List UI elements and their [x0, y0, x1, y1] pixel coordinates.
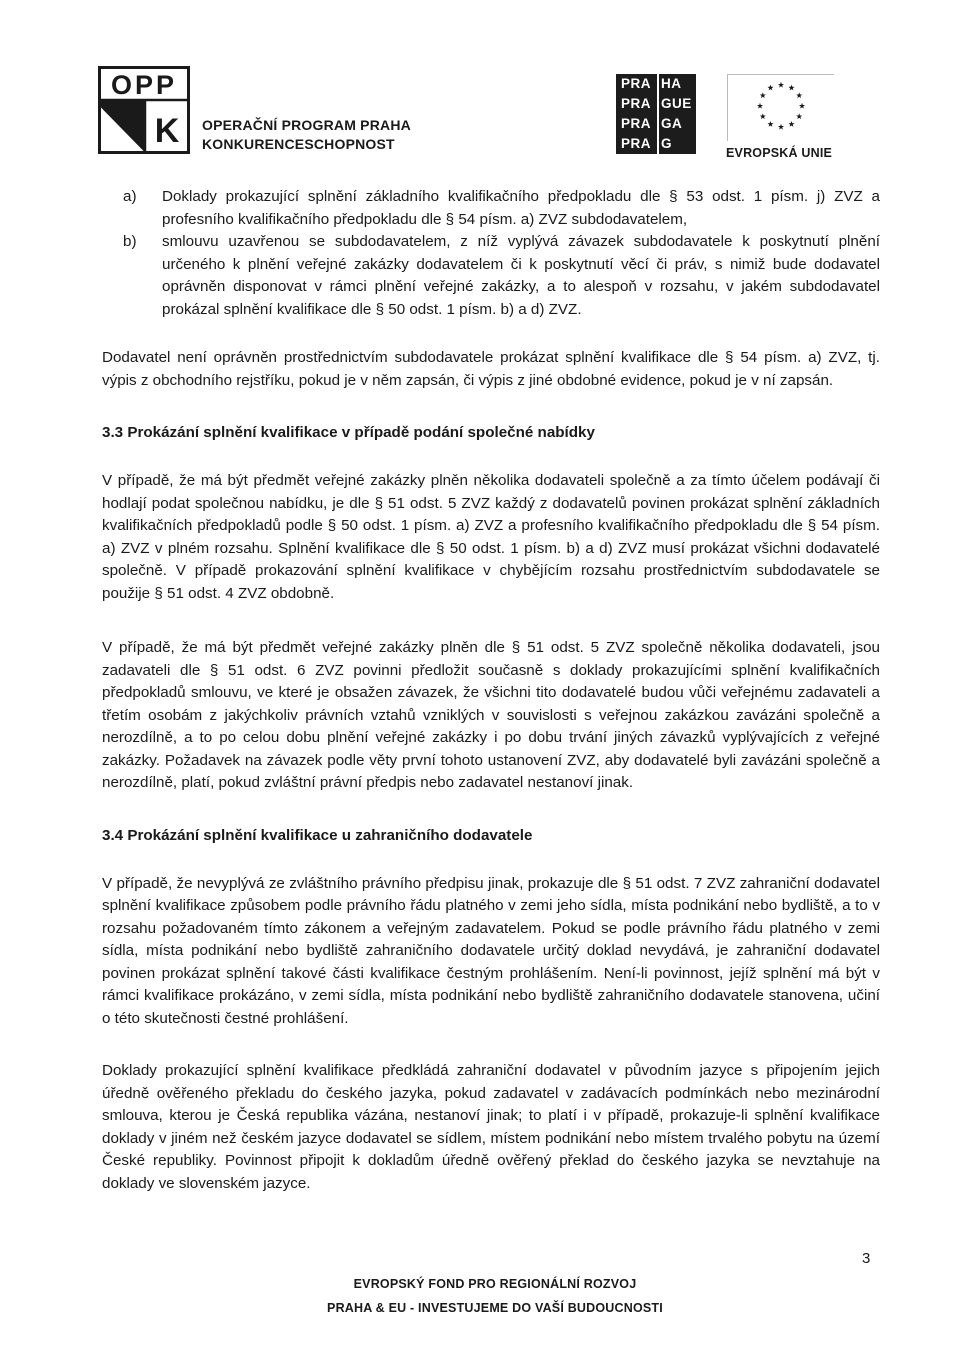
footer	[300, 1272, 690, 1320]
list-item	[102, 231, 880, 321]
praha-logo-cell: G	[661, 136, 673, 151]
list-item-text: smlouvu uzavřenou se subdodavatelem, z níž vyplývá závazek subdodavatele k poskytnutí plnění určeného k plnění veřejné zakázky dodavatelem či k poskytnutí věcí či práv, s nimiž bude dodavatel oprávněn disponovat v rámci plnění veřejné zakázky, a to alespoň v rozsahu, v jakém subdodavatel prokázal splnění kvalifikace dle § 50 odst. 1 písm. b) a d) ZVZ.	[162, 233, 880, 318]
eu-label: EVROPSKÁ UNIE	[726, 146, 833, 160]
svg-text:K: K	[154, 112, 180, 150]
footer-line1: EVROPSKÝ FOND PRO REGIONÁLNÍ ROZVOJ	[353, 1277, 637, 1291]
eu-star-icon	[799, 103, 805, 109]
program-title-line2: KONKURENCESCHOPNOST	[202, 136, 395, 152]
praha-logo-cell: PRA	[621, 136, 652, 151]
praha-logo-cell: PRA	[621, 116, 652, 131]
opp-k-logo	[98, 66, 190, 154]
program-title-line1: OPERAČNÍ PROGRAM PRAHA	[202, 117, 411, 133]
eu-star-icon	[760, 113, 766, 119]
praha-logo-cell: PRA	[621, 76, 652, 91]
praha-logo	[616, 74, 696, 154]
svg-text:OPP: OPP	[110, 70, 178, 100]
section-heading-3-4: 3.4 Prokázání splnění kvalifikace u zahraničního dodavatele	[102, 826, 533, 844]
program-title	[202, 116, 411, 154]
footer-line2: PRAHA & EU - INVESTUJEME DO VAŠÍ BUDOUCNOSTI	[327, 1301, 663, 1315]
paragraph: Dodavatel není oprávněn prostřednictvím subdodavatele prokázat splnění kvalifikace dle § 54 písm. a) ZVZ, tj. výpis z obchodního rejstříku, pokud je v něm zapsán, či výpis z jiné obdobné evidence, pokud je v ní zapsán.	[102, 349, 880, 389]
list-item	[102, 186, 880, 231]
list-item-text: Doklady prokazující splnění základního kvalifikačního předpokladu dle § 53 odst. 1 písm. j) ZVZ a profesního kvalifikačního předpokladu dle § 54 písm. a) ZVZ subdodavatelem,	[162, 188, 880, 228]
eu-star-icon	[767, 85, 773, 91]
praha-logo-cell: HA	[661, 76, 682, 91]
eu-star-icon	[757, 103, 763, 109]
praha-logo-cell: GUE	[661, 96, 692, 111]
paragraph: Doklady prokazující splnění kvalifikace předkládá zahraniční dodavatel v původním jazyce s připojením jejich úředně ověřeného překladu do českého jazyka, pokud zadavatel v zadávacích podmínkách nebo mezinárodní smlouva, kterou je Česká republika vázána, nestanoví jinak; to platí i v případě, prokazuje-li splnění kvalifikace doklady v jiném než českém jazyce dodavatel se sídlem, místem podnikání nebo místem trvalého pobytu na území České republiky. Povinnost připojit k dokladům úředně ověřený překlad do českého jazyka se nevztahuje na doklady ve slovenském jazyce.	[102, 1062, 880, 1192]
eu-stars-icon	[753, 78, 809, 134]
eu-star-icon	[760, 92, 766, 98]
list-marker: b)	[123, 233, 137, 250]
eu-star-icon	[788, 121, 794, 127]
document-body	[102, 186, 880, 1195]
eu-star-icon	[788, 85, 794, 91]
praha-logo-cell: PRA	[621, 96, 652, 111]
eu-star-icon	[778, 124, 784, 130]
section-heading-3-3: 3.3 Prokázání splnění kvalifikace v případě podání společné nabídky	[102, 424, 595, 441]
eu-star-icon	[767, 121, 773, 127]
paragraph: V případě, že má být předmět veřejné zakázky plněn několika dodavateli společně a za tímto účelem podávají či hodlají podat společnou nabídku, je dle § 51 odst. 5 ZVZ každý z dodavatelů povinen prokázat splnění základních kvalifikačních předpokladů podle § 50 odst. 1 písm. a) ZVZ a profesního kvalifikačního předpokladu dle § 54 písm. a) ZVZ v plném rozsahu. Splnění kvalifikace dle § 50 odst. 1 písm. b) a d) ZVZ musí prokázat všichni dodavatelé společně. V případě prokazování splnění kvalifikace v chybějícím rozsahu prostřednictvím subdodavatele se použije § 51 odst. 4 ZVZ obdobně.	[102, 472, 880, 602]
page-number: 3	[862, 1250, 871, 1267]
paragraph: V případě, že nevyplývá ze zvláštního právního předpisu jinak, prokazuje dle § 51 odst. 7 ZVZ zahraniční dodavatel splnění kvalifikace způsobem podle právního řádu platného v zemi jeho sídla, místa podnikání nebo bydliště, a to v rozsahu požadovaném tímto zákonem a veřejným zadavatelem. Pokud se podle právního řádu platného v zemi sídla, místa podnikání nebo bydliště zahraničního dodavatele určitý doklad nevydává, je zahraniční dodavatel povinen prokázat splnění takové části kvalifikace čestným prohlášením. Není-li povinnost, jejíž splnění má být v rámci kvalifikace prokázáno, v zemi sídla, místa podnikání nebo bydliště zahraničního dodavatele stanovena, učiní o této skutečnosti čestné prohlášení.	[102, 874, 880, 1027]
paragraph: V případě, že má být předmět veřejné zakázky plněn dle § 51 odst. 5 ZVZ společně několika dodavateli, jsou zadavateli dle § 51 odst. 6 ZVZ povinni předložit současně s doklady prokazujícími splnění kvalifikačních předpokladů smlouvu, ve které je obsažen závazek, že všichni tito dodavatelé budou vůči veřejnému zadavateli a třetím osobám z jakýchkoliv právních vztahů vzniklých v souvislosti s veřejnou zakázkou zavázáni společně a nerozdílně, a to po celou dobu plnění veřejné zakázky i po dobu trvání jiných závazků vyplývajících z veřejné zakázky. Požadavek na závazek podle věty první tohoto ustanovení ZVZ, aby dodavatelé byli zavázáni společně a nerozdílně, platí, pokud zvláštní právní předpis nebo zadavatel nestanoví jinak.	[102, 639, 880, 791]
eu-star-icon	[778, 82, 784, 88]
eu-star-icon	[796, 92, 802, 98]
list-marker: a)	[123, 188, 137, 205]
praha-logo-cell: GA	[661, 116, 683, 131]
eu-star-icon	[796, 113, 802, 119]
